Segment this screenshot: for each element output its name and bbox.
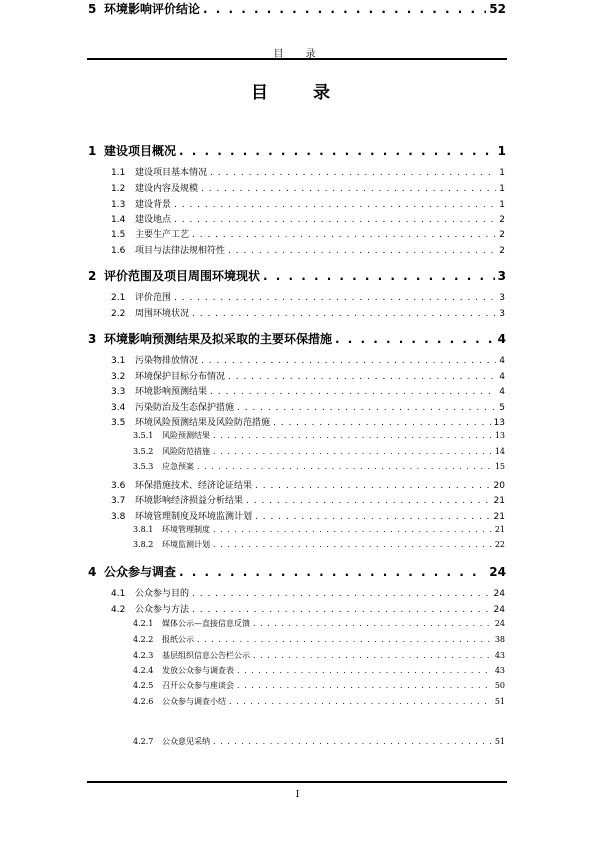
toc-entry-label: 环境保护目标分布情况 xyxy=(135,372,226,382)
toc-entry-label: 环保措施技术、经济论证结果 xyxy=(135,481,253,491)
toc-entry-page: 1 xyxy=(497,144,506,158)
toc-entry-level1[interactable] xyxy=(88,563,506,580)
toc-leader-dots xyxy=(192,230,496,240)
toc-entry-level2[interactable] xyxy=(111,165,505,178)
toc-entry-level3[interactable] xyxy=(133,680,505,691)
toc-entry-number: 1.2 xyxy=(111,184,126,194)
toc-entry-number: 4 xyxy=(88,565,97,579)
toc-entry-number: 3.7 xyxy=(111,496,126,506)
toc-entry-level3[interactable] xyxy=(133,634,505,645)
toc-entry-level2[interactable] xyxy=(111,602,505,615)
toc-entry-level3[interactable] xyxy=(133,461,505,472)
toc-entry-page: 4 xyxy=(497,332,506,346)
toc-leader-dots xyxy=(213,540,492,549)
toc-leader-dots xyxy=(213,447,492,456)
toc-entry-label: 报纸公示 xyxy=(162,635,194,644)
toc-entry-number: 4.2.5 xyxy=(133,681,154,690)
toc-entry-level2[interactable] xyxy=(111,243,505,256)
toc-entry-number: 1.5 xyxy=(111,230,126,240)
toc-leader-dots xyxy=(192,605,491,615)
toc-leader-dots xyxy=(192,309,496,319)
toc-entry-page: 51 xyxy=(494,737,505,746)
toc-entry-number: 1.4 xyxy=(111,215,126,225)
toc-leader-dots xyxy=(263,269,495,283)
toc-entry-label: 公众参与调查小结 xyxy=(162,697,226,706)
toc-entry-number: 3.4 xyxy=(111,403,126,413)
toc-entry-page: 15 xyxy=(494,462,505,471)
toc-entry-label: 评价范围及项目周围环境现状 xyxy=(104,269,261,283)
toc-entry-level3[interactable] xyxy=(133,650,505,661)
toc-entry-label: 风险预测结果 xyxy=(162,431,210,440)
toc-entry-level3[interactable] xyxy=(133,524,505,535)
toc-entry-number: 4.2.2 xyxy=(133,635,154,644)
toc-entry-label: 建设项目概况 xyxy=(104,144,177,158)
toc-leader-dots xyxy=(253,651,492,660)
toc-entry-number: 4.2.4 xyxy=(133,666,154,675)
toc-entry-number: 4.2 xyxy=(111,605,126,615)
toc-entry-number: 4.2.6 xyxy=(133,697,154,706)
toc-entry-page: 13 xyxy=(493,418,505,428)
toc-entry-number: 3.3 xyxy=(111,387,126,397)
toc-leader-dots xyxy=(255,481,491,491)
toc-entry-label: 公众参与目的 xyxy=(135,589,190,599)
toc-entry-page: 14 xyxy=(494,447,505,456)
toc-entry-label: 污染物排放情况 xyxy=(135,356,199,366)
toc-entry-page: 43 xyxy=(494,651,505,660)
toc-entry-page: 24 xyxy=(494,619,505,628)
toc-entry-number: 4.1 xyxy=(111,589,126,599)
toc-entry-label: 应急预案 xyxy=(162,462,194,471)
toc-entry-level3[interactable] xyxy=(133,430,505,441)
toc-entry-label: 建设项目基本情况 xyxy=(135,168,208,178)
toc-entry-page: 24 xyxy=(489,565,506,579)
toc-entry-level2[interactable] xyxy=(111,384,505,397)
toc-entry-label: 风险防范措施 xyxy=(162,447,210,456)
toc-entry-page: 50 xyxy=(494,681,505,690)
toc-entry-page: 3 xyxy=(499,309,505,319)
toc-leader-dots xyxy=(174,200,496,210)
toc-entry-label: 环境管理制度及环境监测计划 xyxy=(135,512,253,522)
toc-entry-label: 项目与法律法规相符性 xyxy=(135,246,226,256)
toc-leader-dots xyxy=(213,525,492,534)
toc-entry-level1[interactable] xyxy=(88,330,506,347)
toc-leader-dots xyxy=(246,496,491,506)
toc-entry-level3[interactable] xyxy=(133,539,505,550)
toc-entry-label: 环境影响经济损益分析结果 xyxy=(135,496,244,506)
toc-leader-dots xyxy=(179,144,495,158)
toc-entry-label: 公众意见采纳 xyxy=(162,737,210,746)
toc-entry-label: 建设地点 xyxy=(135,215,172,225)
toc-leader-dots xyxy=(210,387,496,397)
toc-entry-number: 3.5.3 xyxy=(133,462,154,471)
toc-entry-page: 43 xyxy=(494,666,505,675)
toc-entry-label: 周围环境状况 xyxy=(135,309,190,319)
toc-entry-number: 3.8 xyxy=(111,512,126,522)
toc-entry-number: 1.1 xyxy=(111,168,126,178)
toc-entry-label: 基层组织信息公告栏公示 xyxy=(162,651,250,660)
toc-entry-label: 建设背景 xyxy=(135,200,172,210)
toc-entry-page: 51 xyxy=(494,697,505,706)
toc-entry-label: 公众参与方法 xyxy=(135,605,190,615)
running-header-title: 目 录 xyxy=(273,49,322,60)
toc-leader-dots xyxy=(213,737,492,746)
toc-leader-dots xyxy=(197,635,492,644)
toc-entry-level2[interactable] xyxy=(111,181,505,194)
toc-leader-dots xyxy=(201,184,496,194)
toc-leader-dots xyxy=(192,589,491,599)
toc-entry-level2[interactable] xyxy=(111,509,505,522)
toc-entry-level2[interactable] xyxy=(111,290,505,303)
toc-entry-number: 3.1 xyxy=(111,356,126,366)
toc-entry-number: 2 xyxy=(88,269,97,283)
toc-entry-number: 3.2 xyxy=(111,372,126,382)
toc-leader-dots xyxy=(201,356,496,366)
toc-leader-dots xyxy=(179,565,486,579)
toc-entry-level1[interactable] xyxy=(88,142,506,159)
toc-entry-label: 发放公众参与调查表 xyxy=(162,666,234,675)
toc-entry-label: 主要生产工艺 xyxy=(135,230,190,240)
toc-entry-page: 20 xyxy=(493,481,505,491)
toc-entry-label: 环境监测计划 xyxy=(162,540,210,549)
toc-entry-number: 3.8.1 xyxy=(133,525,154,534)
toc-entry-page: 3 xyxy=(499,293,505,303)
toc-entry-label: 环境影响评价结论 xyxy=(104,2,201,16)
toc-leader-dots xyxy=(253,619,492,628)
toc-leader-dots xyxy=(203,2,486,16)
toc-entry-page: 5 xyxy=(499,403,505,413)
toc-entry-page: 2 xyxy=(499,215,505,225)
toc-leader-dots xyxy=(197,462,492,471)
toc-entry-number: 3.5 xyxy=(111,418,126,428)
toc-entry-page: 2 xyxy=(499,246,505,256)
toc-leader-dots xyxy=(255,512,491,522)
toc-entry-level2[interactable] xyxy=(111,369,505,382)
toc-entry-number: 3 xyxy=(88,332,97,346)
toc-entry-page: 2 xyxy=(499,230,505,240)
toc-leader-dots xyxy=(174,215,496,225)
toc-entry-number: 2.2 xyxy=(111,309,126,319)
toc-leader-dots xyxy=(237,403,496,413)
toc-entry-page: 13 xyxy=(494,431,505,440)
toc-entry-label: 污染防治及生态保护措施 xyxy=(135,403,235,413)
toc-entry-level2[interactable] xyxy=(111,306,505,319)
toc-entry-label: 评价范围 xyxy=(135,293,172,303)
toc-entry-label: 公众参与调查 xyxy=(104,565,177,579)
toc-entry-page: 1 xyxy=(499,200,505,210)
toc-leader-dots xyxy=(174,293,496,303)
toc-entry-page: 21 xyxy=(494,525,505,534)
toc-entry-level1[interactable] xyxy=(88,0,506,17)
toc-entry-label: 媒体公示—直接信息反馈 xyxy=(162,619,250,628)
toc-entry-level2[interactable] xyxy=(111,586,505,599)
toc-entry-page: 4 xyxy=(499,356,505,366)
toc-leader-dots xyxy=(335,332,495,346)
toc-leader-dots xyxy=(210,168,496,178)
toc-entry-label: 环境影响预测结果及拟采取的主要环保措施 xyxy=(104,332,333,346)
toc-entry-label: 召开公众参与座谈会 xyxy=(162,681,234,690)
toc-entry-page: 22 xyxy=(494,540,505,549)
toc-entry-page: 1 xyxy=(499,184,505,194)
toc-entry-level3[interactable] xyxy=(133,736,505,747)
toc-entry-label: 建设内容及规模 xyxy=(135,184,199,194)
toc-entry-page: 52 xyxy=(489,2,506,16)
toc-entry-number: 1 xyxy=(88,144,97,158)
toc-entry-number: 4.2.7 xyxy=(133,737,154,746)
toc-entry-level2[interactable] xyxy=(111,493,505,506)
toc-entry-page: 4 xyxy=(499,387,505,397)
toc-entry-page: 4 xyxy=(499,372,505,382)
toc-leader-dots xyxy=(213,431,492,440)
toc-entry-number: 3.6 xyxy=(111,481,126,491)
toc-leader-dots xyxy=(228,246,496,256)
toc-entry-level3[interactable] xyxy=(133,665,505,676)
header-rule xyxy=(87,58,507,60)
toc-entry-number: 1.3 xyxy=(111,200,126,210)
toc-leader-dots xyxy=(237,681,492,690)
toc-entry-label: 环境影响预测结果 xyxy=(135,387,208,397)
toc-leader-dots xyxy=(229,697,492,706)
toc-entry-page: 21 xyxy=(493,512,505,522)
toc-entry-page: 24 xyxy=(493,605,505,615)
toc-leader-dots xyxy=(237,666,492,675)
toc-entry-level1[interactable] xyxy=(88,267,506,284)
toc-entry-level2[interactable] xyxy=(111,478,505,491)
toc-leader-dots xyxy=(273,418,491,428)
toc-entry-level3[interactable] xyxy=(133,446,505,457)
page-title: 目 录 xyxy=(251,83,344,103)
toc-entry-level2[interactable] xyxy=(111,415,505,428)
toc-entry-page: 38 xyxy=(494,635,505,644)
page-number: I xyxy=(295,790,300,800)
toc-entry-page: 24 xyxy=(493,589,505,599)
toc-entry-number: 5 xyxy=(88,2,97,16)
toc-entry-level3[interactable] xyxy=(133,696,505,707)
toc-entry-level2[interactable] xyxy=(111,212,505,225)
toc-entry-label: 环境风险预测结果及风险防范措施 xyxy=(135,418,271,428)
toc-entry-number: 2.1 xyxy=(111,293,126,303)
toc-entry-number: 4.2.1 xyxy=(133,619,154,628)
toc-entry-number: 4.2.3 xyxy=(133,651,154,660)
toc-entry-page: 3 xyxy=(497,269,506,283)
toc-entry-number: 3.5.2 xyxy=(133,447,154,456)
toc-entry-number: 3.5.1 xyxy=(133,431,154,440)
toc-entry-level2[interactable] xyxy=(111,353,505,366)
toc-entry-number: 3.8.2 xyxy=(133,540,154,549)
toc-entry-label: 环境管理制度 xyxy=(162,525,210,534)
toc-entry-level2[interactable] xyxy=(111,400,505,413)
toc-entry-number: 1.6 xyxy=(111,246,126,256)
toc-entry-page: 1 xyxy=(499,168,505,178)
toc-entry-level3[interactable] xyxy=(133,618,505,629)
footer-rule xyxy=(87,781,507,783)
toc-entry-level2[interactable] xyxy=(111,197,505,210)
toc-leader-dots xyxy=(228,372,496,382)
toc-entry-level2[interactable] xyxy=(111,227,505,240)
toc-entry-page: 21 xyxy=(493,496,505,506)
